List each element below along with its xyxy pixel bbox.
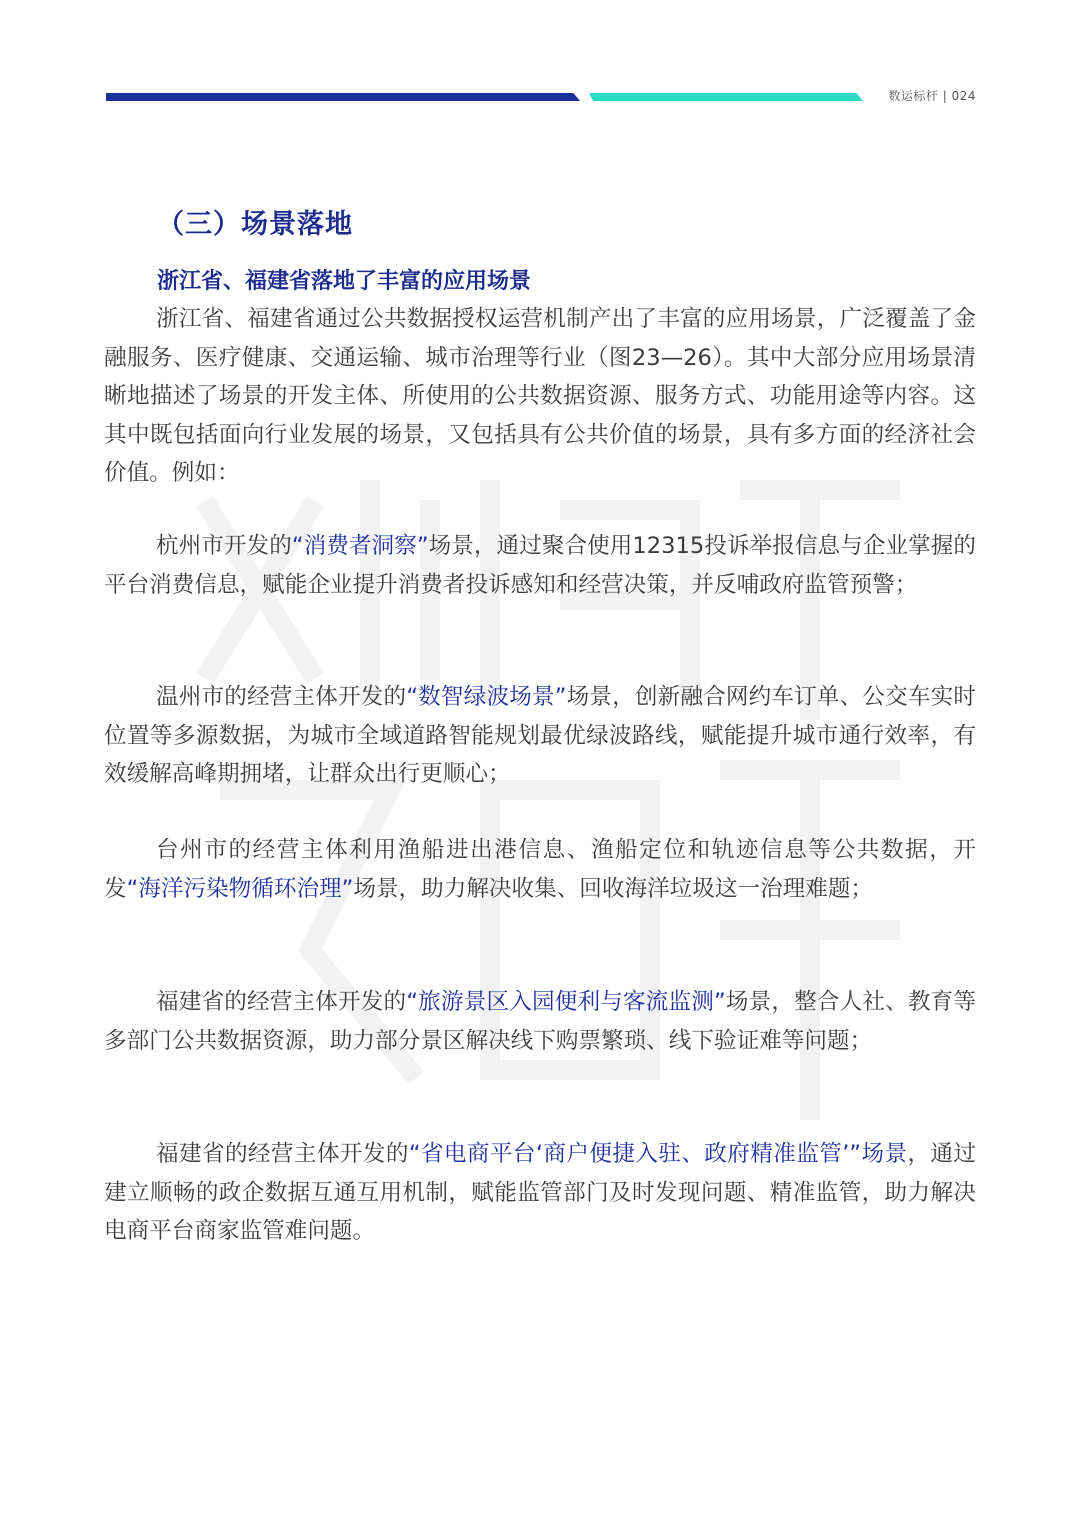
case-suffix: ，通过建立顺畅的政企数据互通互用机制，赋能监管部门及时发现问题、精准监管，助力解决电商平台商家监管难问题。 <box>104 1141 977 1244</box>
case-highlight: “旅游景区入园便利与客流监测” <box>406 989 726 1015</box>
case-paragraph-taizhou <box>104 831 976 908</box>
page-label: 数运标杆 | 024 <box>888 89 976 103</box>
case-prefix: 台州市的经营主体利用渔船进出港信息、渔船定位和轨迹信息等公共数据，开发 <box>104 837 976 902</box>
case-paragraph-fujian-ecommerce <box>104 1135 976 1251</box>
case-highlight: “消费者洞察” <box>291 533 429 559</box>
case-paragraph-wenzhou <box>104 678 976 794</box>
case-suffix: 场景，通过聚合使用12315投诉举报信息与企业掌握的平台消费信息，赋能企业提升消费者投诉感知和经营决策，并反哺政府监管预警； <box>104 533 977 598</box>
case-prefix: 温州市的经营主体开发的 <box>156 684 407 710</box>
case-highlight: “省电商平台‘商户便捷入驻、政府精准监管’”场景 <box>408 1141 908 1167</box>
case-suffix: 场景，创新融合网约车订单、公交车实时位置等多源数据，为城市全域道路智能规划最优绿波路线，赋能提升城市通行效率，有效缓解高峰期拥堵，让群众出行更顺心； <box>104 684 977 787</box>
header-bar-teal <box>589 93 863 101</box>
case-prefix: 福建省的经营主体开发的 <box>156 1141 409 1167</box>
header-bar-blue <box>106 93 580 101</box>
case-suffix: 场景，整合人社、教育等多部门公共数据资源，助力部分景区解决线下购票繁琐、线下验证难等问题； <box>104 989 977 1054</box>
case-highlight: “数智绿波场景” <box>406 684 567 710</box>
subheading: 浙江省、福建省落地了丰富的应用场景 <box>157 269 532 294</box>
section-title: （三）场景落地 <box>157 209 353 240</box>
case-suffix: 场景，助力解决收集、回收海洋垃圾这一治理难题； <box>353 875 874 902</box>
case-highlight: “海洋污染物循环治理” <box>126 875 354 902</box>
intro-paragraph: 浙江省、福建省通过公共数据授权运营机制产出了丰富的应用场景，广泛覆盖了金融服务、医疗健康、交通运输、城市治理等行业（图23—26）。其中大部分应用场景清晰地描述了场景的开发主体、所使用的公共数据资源、服务方式、功能用途等内容。这其中既包括面向行业发展的场景，又包括具有公共价值的场景，具有多方面的经济社会价值。例如： <box>104 306 976 486</box>
case-paragraph-fujian-tourism <box>104 983 976 1060</box>
case-prefix: 杭州市开发的 <box>156 533 292 559</box>
case-prefix: 福建省的经营主体开发的 <box>156 989 407 1015</box>
case-paragraph-hangzhou <box>104 527 976 604</box>
